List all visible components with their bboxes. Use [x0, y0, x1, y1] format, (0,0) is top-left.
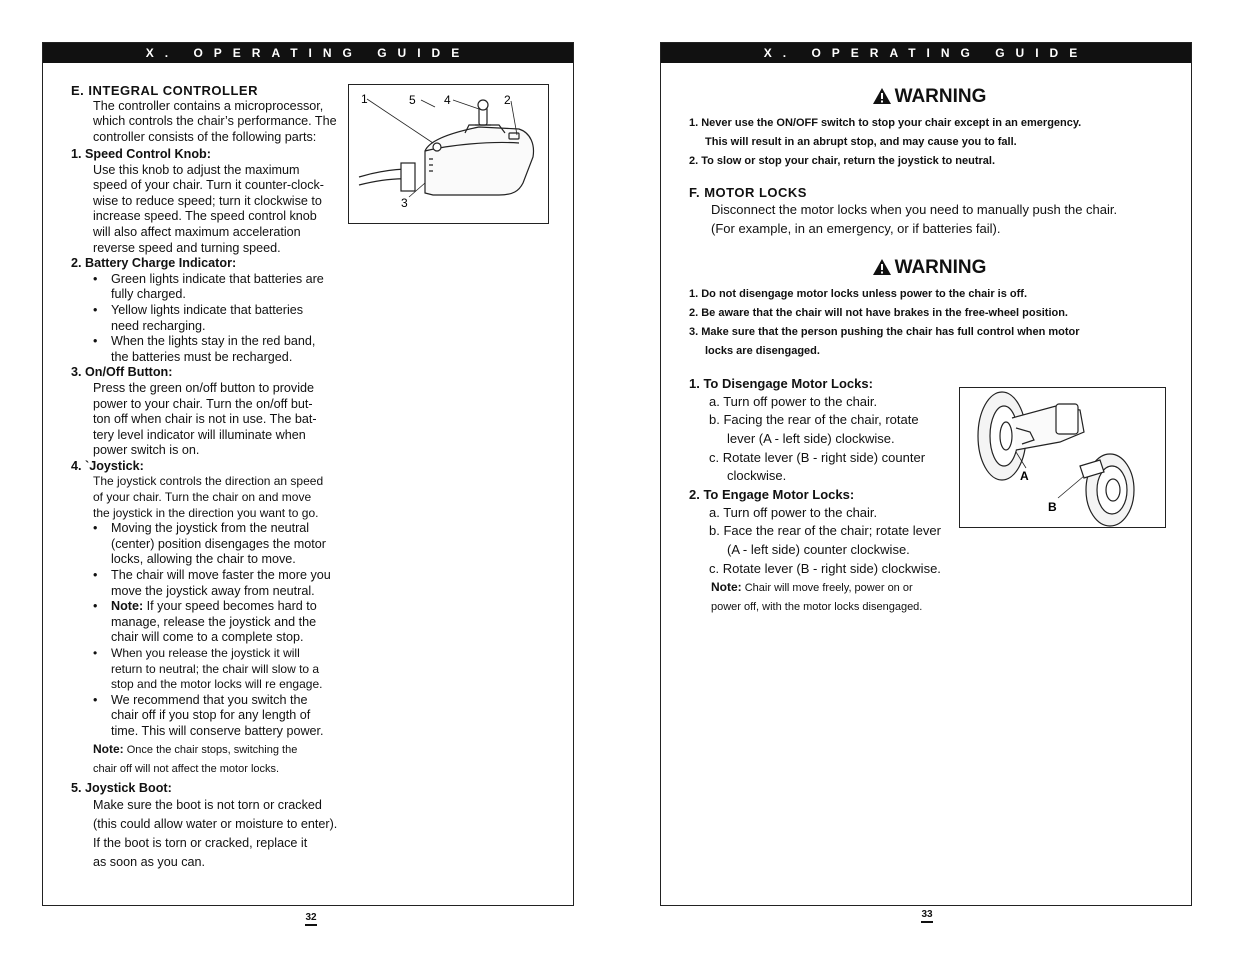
list-item: 1. Never use the ON/OFF switch to stop your chair except in an emergency. — [689, 116, 1082, 129]
item-body: Use this knob to adjust the maximum speed of your chair. Turn it counter-clock- wise to reduce speed; turn it clockwise to increase speed. The speed control knob will also affect maximum acceleration reverse speed and turning speed. — [93, 162, 324, 255]
item-title: 2. Battery Charge Indicator: — [71, 256, 237, 271]
list-item: 2. To slow or stop your chair, return the joystick to neutral. — [689, 154, 996, 167]
list-item: a. Turn off power to the chair. — [709, 504, 878, 520]
warning-list: 1. Never use the ON/OFF switch to stop your chair except in an emergency. This will result in an abrupt stop, and may cause you to fall. 2. To slow or stop your chair, return the joystick to neutral. — [689, 114, 1169, 171]
motor-lock-figure — [959, 387, 1166, 528]
warning-list: 1. Do not disengage motor locks unless power to the chair is off. 2. Be aware that the chair will not have brakes in the free-wheel position. 3. Make sure that the person pushing the chair has full control when motor locks are disengaged. — [689, 285, 1169, 361]
step-list: a. Turn off power to the chair. b. Facing the rear of the chair, rotate lever (A - left side) clockwise. c. Rotate lever (B - right side) counter clockwise. — [689, 393, 1169, 486]
controller-figure — [348, 84, 549, 224]
list-item: b. Face the rear of the chair; rotate lever — [709, 523, 941, 539]
bullet-list — [71, 272, 371, 366]
list-item: • Yellow lights indicate that batteries need recharging. — [93, 303, 371, 334]
list-item: b. Facing the rear of the chair, rotate — [709, 412, 919, 428]
list-item: 3. Make sure that the person pushing the chair has full control when motor — [689, 325, 1080, 338]
item-title: 1. To Disengage Motor Locks: — [689, 375, 873, 391]
list-item: • Note: If your speed becomes hard to manage, release the joystick and the chair will come to a complete stop. — [93, 599, 371, 646]
label-a: A — [1020, 469, 1029, 483]
label-4: 4 — [444, 93, 451, 107]
bullet-list — [71, 521, 371, 739]
warning-icon — [872, 258, 892, 279]
label-3: 3 — [401, 196, 408, 210]
note: Note: Once the chair stops, switching the chair off will not affect the motor locks. — [93, 741, 298, 775]
item-body: The joystick controls the direction an speed of your chair. Turn the chair on and move the joystick in the direction you want to go. — [93, 474, 324, 520]
label-1: 1 — [361, 92, 368, 106]
list-item: 1. Do not disengage motor locks unless power to the chair is off. — [689, 287, 1027, 300]
item-body: Make sure the boot is not torn or cracked (this could allow water or moisture to enter). If the boot is torn or cracked, replace it as soon as you can. — [93, 798, 338, 870]
item-title: 2. To Engage Motor Locks: — [689, 486, 855, 502]
label-2: 2 — [504, 93, 511, 107]
list-item: a. Turn off power to the chair. — [709, 393, 878, 409]
right-content — [689, 87, 1169, 617]
controller-illustration — [349, 85, 548, 223]
note: Note: Chair will move freely, power on or power off, with the motor locks disengaged. — [711, 580, 923, 614]
wheel-illustration — [960, 388, 1165, 527]
list-item: • We recommend that you switch the chair off if you stop for any length of time. This will conserve battery power. — [93, 693, 371, 740]
left-content — [71, 83, 371, 145]
list-item: • The chair will move faster the more you move the joystick away from neutral. — [93, 568, 371, 599]
page-number: 33 — [917, 909, 937, 923]
page-header: X. OPERATING GUIDE — [43, 43, 573, 63]
list-item: c. Rotate lever (B - right side) counter — [709, 449, 926, 465]
item-title: 3. On/Off Button: — [71, 365, 173, 380]
step-list: a. Turn off power to the chair. b. Face the rear of the chair; rotate lever (A - left side) counter clockwise. c. Rotate lever (B - right side) clockwise. — [689, 504, 1169, 578]
item-body: Press the green on/off button to provide power to your chair. Turn the on/off but- ton off when chair is not in use. The bat- tery level indicator will illuminate when power switch is on. — [93, 380, 317, 458]
item-title: 1. Speed Control Knob: — [71, 147, 211, 161]
warning-icon — [872, 87, 892, 108]
list-item: • Green lights indicate that batteries are fully charged. — [93, 272, 371, 303]
left-page — [42, 42, 574, 923]
section-text: Disconnect the motor locks when you need to manually push the chair. (For example, in an emergency, or if batteries fail). — [711, 202, 1118, 237]
list-item: 2. Be aware that the chair will not have brakes in the free-wheel position. — [689, 306, 1068, 319]
right-page — [660, 42, 1192, 920]
warning-heading: WARNING — [689, 87, 1169, 108]
section-title: F. MOTOR LOCKS — [689, 184, 807, 200]
intro: The controller contains a microprocessor, which controls the chair’s performance. The controller consists of the following parts: — [93, 98, 337, 144]
item-title: 4. `Joystick: — [71, 458, 144, 473]
list-item: • When you release the joystick it will return to neutral; the chair will slow to a stop and the motor locks will re engage. — [93, 646, 371, 693]
page-number: 32 — [301, 912, 321, 926]
page-header: X. OPERATING GUIDE — [661, 43, 1191, 63]
list-item: c. Rotate lever (B - right side) clockwise. — [709, 560, 941, 576]
warning-heading: WARNING — [689, 258, 1169, 279]
section-title: E. INTEGRAL CONTROLLER — [71, 83, 258, 98]
item-title: 5. Joystick Boot: — [71, 780, 172, 795]
list-item: • When the lights stay in the red band, the batteries must be recharged. — [93, 334, 371, 365]
label-b: B — [1048, 500, 1057, 514]
list-item: • Moving the joystick from the neutral (center) position disengages the motor locks, allowing the chair to move. — [93, 521, 371, 568]
label-5: 5 — [409, 93, 416, 107]
left-items — [71, 147, 371, 872]
